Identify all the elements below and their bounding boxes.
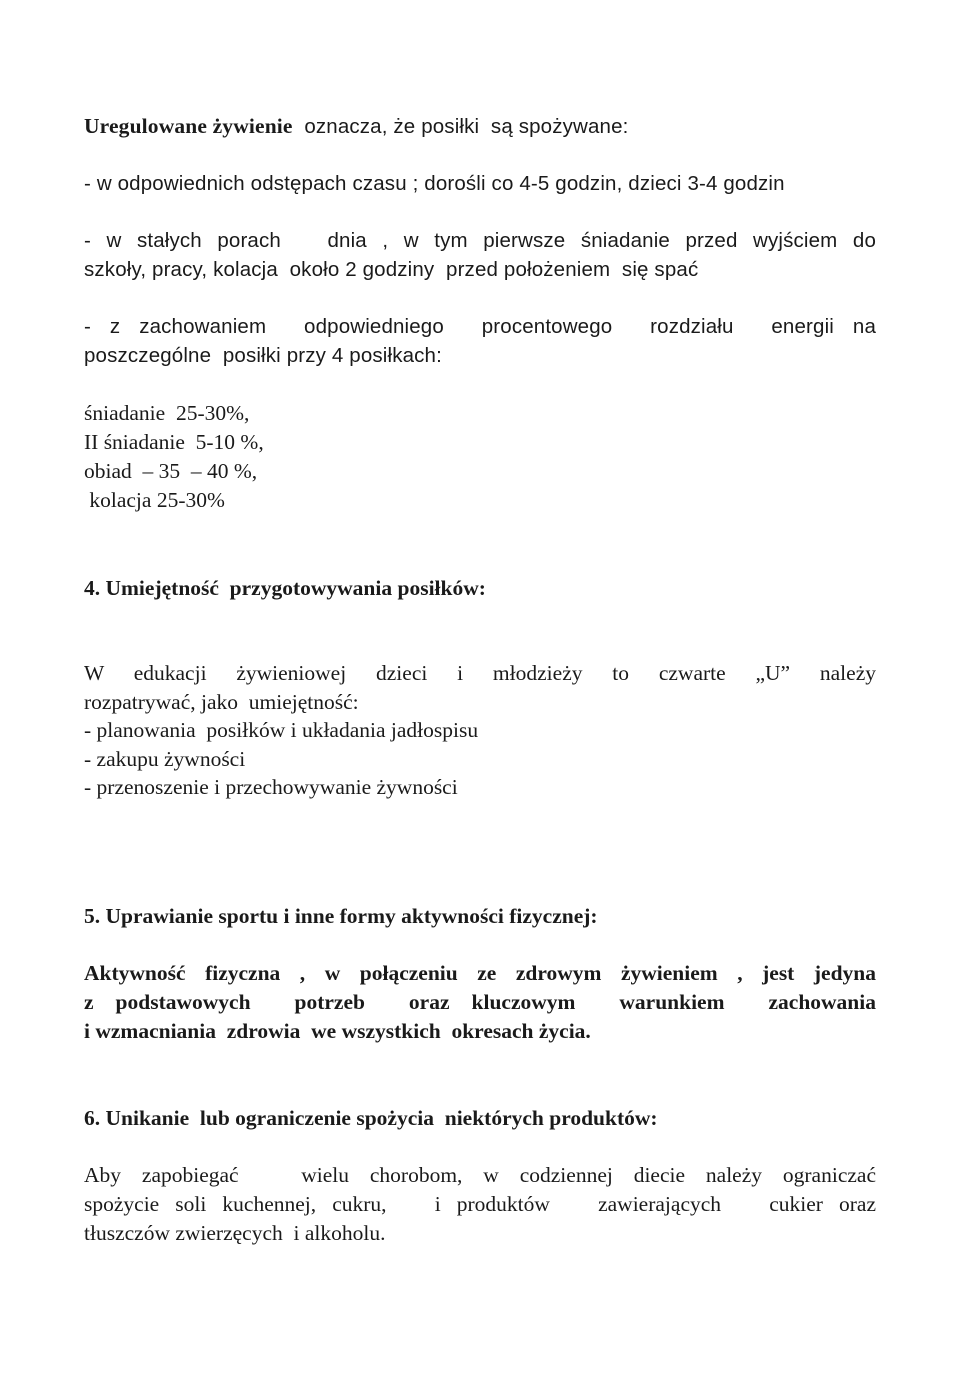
section4-para-line2: rozpatrywać, jako umiejętność:: [84, 690, 359, 714]
rule-fixed-times-line1: - w stałych porach dnia , w tym pierwsze śniadanie przed wyjściem do: [84, 229, 876, 252]
meal-lunch: obiad – 35 – 40 %,: [84, 459, 258, 483]
rule-fixed-times-line2: szkoły, pracy, kolacja około 2 godziny przed położeniem się spać: [84, 258, 699, 281]
section4-item-planning: - planowania posiłków i układania jadłospisu: [84, 718, 479, 742]
meal-breakfast: śniadanie 25-30%,: [84, 401, 250, 425]
rule-intervals: - w odpowiednich odstępach czasu ; dorośli co 4-5 godzin, dzieci 3-4 godzin: [84, 172, 785, 195]
intro-title-bold: Uregulowane żywienie: [84, 114, 293, 138]
section4-item-shopping: - zakupu żywności: [84, 747, 246, 771]
intro-title-rest: oznacza, że posiłki są spożywane:: [292, 115, 629, 138]
section4-item-storage: - przenoszenie i przechowywanie żywności: [84, 775, 458, 799]
section5-heading: 5. Uprawianie sportu i inne formy aktywności fizycznej:: [84, 904, 598, 928]
section5-para-line1: Aktywność fizyczna , w połączeniu ze zdrowym żywieniem , jest jedyna: [84, 961, 876, 985]
section4-heading: 4. Umiejętność przygotowywania posiłków:: [84, 576, 486, 600]
meal-supper: kolacja 25-30%: [84, 488, 225, 512]
section5-para-line3: i wzmacniania zdrowia we wszystkich okresach życia.: [84, 1019, 591, 1043]
meal-second-breakfast: II śniadanie 5-10 %,: [84, 430, 264, 454]
rule-energy-line2: poszczególne posiłki przy 4 posiłkach:: [84, 344, 442, 367]
section6-para-line2: spożycie soli kuchennej, cukru, i produktów zawierających cukier oraz: [84, 1192, 876, 1216]
section6-heading: 6. Unikanie lub ograniczenie spożycia niektórych produktów:: [84, 1106, 658, 1130]
rule-energy-line1: - z zachowaniem odpowiedniego procentowego rozdziału energii na: [84, 315, 876, 338]
section6-para-line3: tłuszczów zwierzęcych i alkoholu.: [84, 1221, 386, 1245]
section6-para-line1: Aby zapobiegać wielu chorobom, w codziennej diecie należy ograniczać: [84, 1163, 876, 1187]
intro-title-line: [84, 112, 628, 141]
section4-para-line1: W edukacji żywieniowej dzieci i młodzieży to czwarte „U” należy: [84, 661, 876, 685]
section5-para-line2: z podstawowych potrzeb oraz kluczowym warunkiem zachowania: [84, 990, 876, 1014]
